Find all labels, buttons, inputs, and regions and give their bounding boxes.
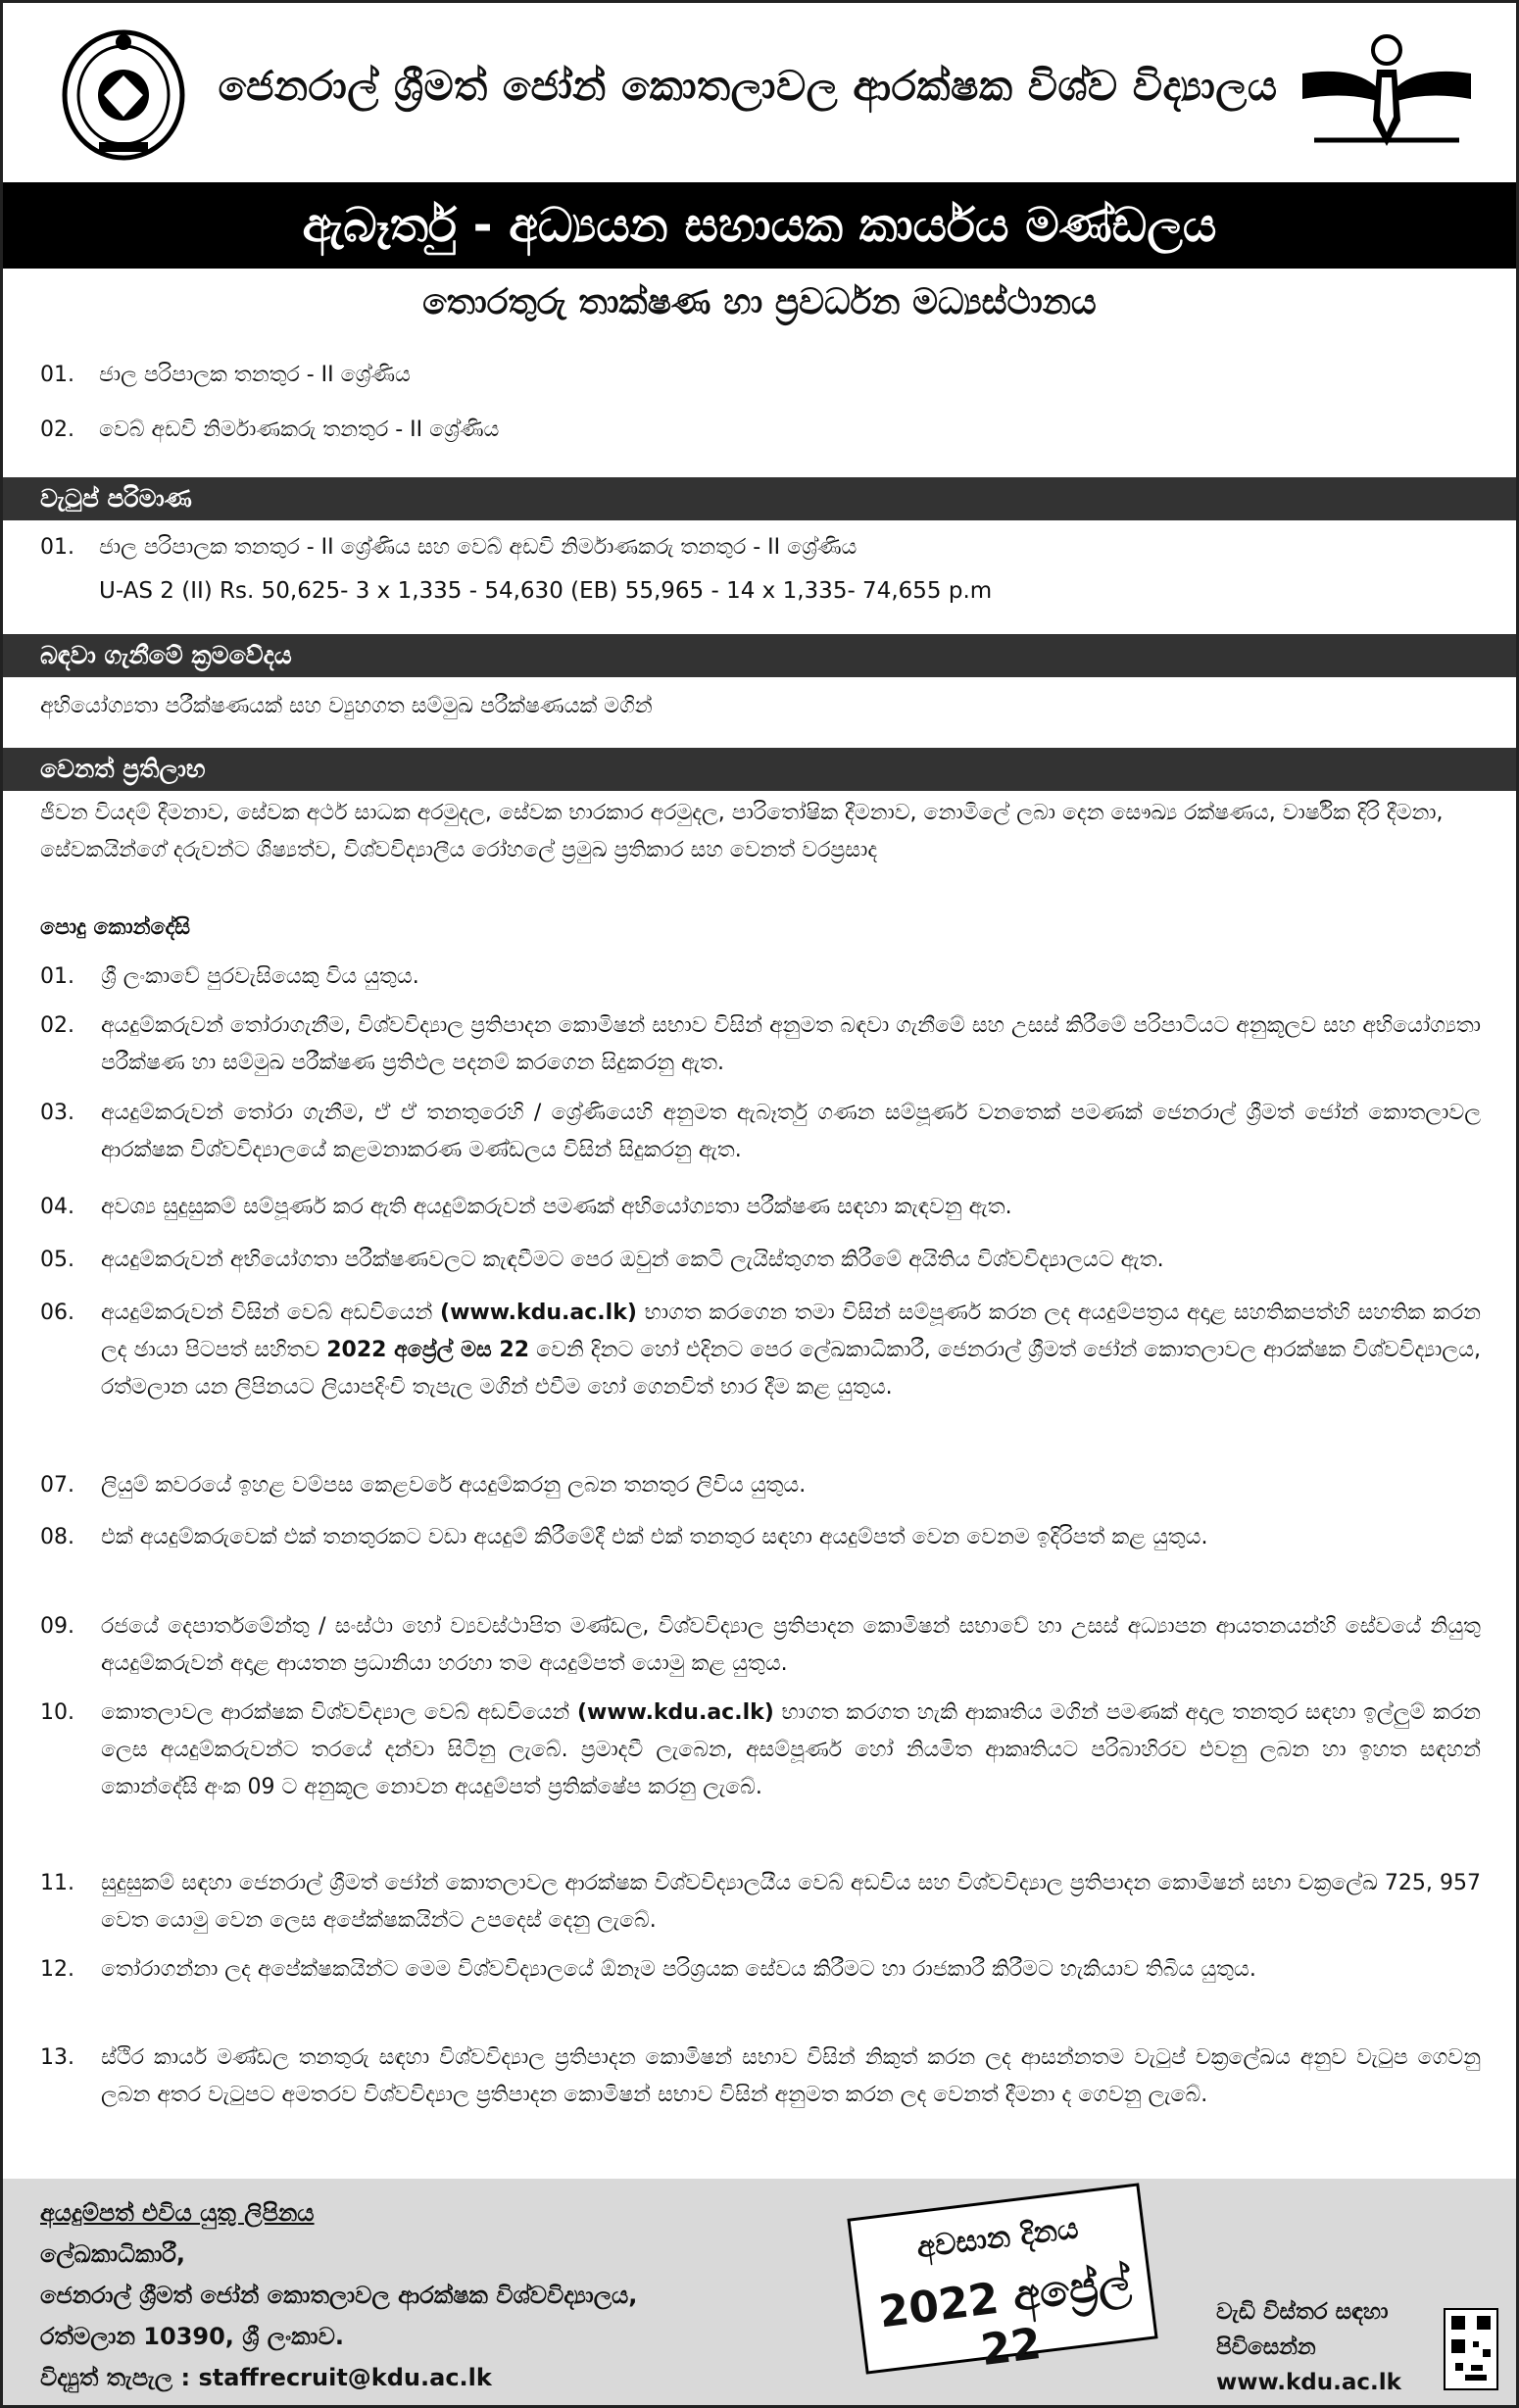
condition-item [40,1695,1481,1806]
condition-item [40,1951,1481,1989]
website-link[interactable]: (www.kdu.ac.lk) [440,1301,637,1325]
condition-text: අවශ්‍ය සුදුසුකම් සම්පූර්ණ කර ඇති අයදුම්කරුවන් පමණක් අභියෝග්‍යතා පරීක්ෂණ සඳහා කැඳවනු ඇත. [101,1195,1012,1219]
condition-number: 09. [40,1614,74,1639]
position-text: ජාල පරිපාලක තනතුර - II ශ්‍රේණිය [99,363,411,387]
condition-item [40,1095,1481,1169]
address-line: ජෙනරාල් ශ්‍රීමත් ජෝන් කොතලාවල ආරක්ෂක විශ්වවිද්‍යාලය, [40,2282,638,2309]
deadline-label: අවසාන දිනය [914,2211,1081,2266]
condition-number: 13. [40,2045,74,2070]
application-address [40,2192,824,2398]
address-line: රත්මලාන 10390, ශ්‍රී ලංකාව. [40,2323,344,2350]
condition-text-part: කොතලාවල ආරක්ෂක විශ්වවිද්‍යාල වෙබ් අඩවියෙන් [101,1700,577,1725]
position-item [40,360,411,391]
condition-text: ශ්‍රී ලංකාවේ පුරවැසියෙකු විය යුතුය. [101,964,419,989]
condition-item [40,1007,1481,1082]
website-link[interactable]: (www.kdu.ac.lk) [576,1700,774,1725]
condition-number: 12. [40,1957,74,1982]
condition-text: එක් අයදුම්කරුවෙක් එක් තනතුරකට වඩා අයදුම් කිරීමේදී එක් එක් තනතුර සඳහා අයදුම්පත් වෙන වෙනම ඉදිරිපත් කළ යුතුය. [101,1525,1208,1549]
more-info-line: වැඩි විස්තර සඳහා [1216,2299,1389,2325]
deadline-box [847,2183,1157,2377]
deadline-date-inline: 2022 අප්‍රේල් මස 22 [326,1338,530,1362]
email-line [40,2357,824,2398]
condition-item [40,1519,1481,1556]
address-heading: අයදුම්පත් එවිය යුතු ලිපිනය [40,2199,315,2227]
condition-number: 10. [40,1700,74,1725]
recruitment-method: අභියෝග්‍යතා පරීක්ෂණයක් සහ ව්‍යුහගත සම්මුඛ පරීක්ෂණයක් මගින් [40,694,653,718]
condition-item [40,1242,1481,1279]
qr-code-icon [1444,2308,1498,2390]
more-info-line: පිවිසෙන්න [1216,2334,1316,2360]
condition-text-part: වෙනි දිනට හෝ එදිනට පෙර ලේඛකාධිකාරී, ජෙනරාල් ශ්‍රීමත් ජෝන් කොතලාවල ආරක්ෂක විශ්වවිද්‍යාලය, රත්මලාන යන ලිපිනයට ලියාපදිංචි තැපැල මගින් එවීම හෝ ගෙනවිත් භාර දීම කළ යුතුය. [101,1338,1481,1400]
condition-number: 04. [40,1195,74,1219]
condition-number: 05. [40,1248,74,1272]
condition-text: ස්ථිර කාර්ය මණ්ඩල තනතුරු සඳහා විශ්වවිද්‍යාල ප්‍රතිපාදන කොමිෂන් සභාව විසින් නිකුත් කරන ලද ආසන්නතම වැටුප් චක්‍රලේඛය අනුව වැටුප ගෙවනු ලබන අතර වැටුපට අමතරව විශ්වවිද්‍යාල ප්‍රතිපාදන කොමිෂන් සභාව විසින් අනුමත කරන ලද වෙනත් දීමනා ද ගෙවනු ලැබේ. [101,2045,1481,2107]
page-footer [3,2179,1516,2405]
salary-heading: වැටුප් පරිමාණ [3,477,1516,520]
condition-number: 07. [40,1473,74,1498]
condition-item [40,2039,1481,2114]
condition-item [40,1467,1481,1504]
position-number: 02. [40,418,74,442]
condition-text-part: අයදුම්කරුවන් විසින් වෙබ් අඩවියෙන් [101,1301,441,1325]
salary-number: 01. [40,535,74,560]
condition-item [40,958,1481,996]
condition-item [40,1189,1481,1226]
benefits-text: ජීවන වියදම් දීමනාව, සේවක අර්ථ සාධක අරමුදල, සේවක භාරකාර අරමුදල, පාරිතෝෂික දීමනාව, නොමිලේ ලබා දෙන සෞඛ්‍ය රක්ෂණය, වාර්ෂික දිරි දීමනා, සේවකයින්ගේ දරුවන්ට ශිෂ්‍යත්ව, විශ්වවිද්‍යාලීය රෝහලේ ප්‍රමුඛ ප්‍රතිකාර සහ වෙනත් වරප්‍රසාද [40,801,1444,862]
condition-text: තෝරාගන්නා ලද අපේක්ෂකයින්ට මෙම විශ්වවිද්‍යාලයේ ඕනෑම පරිශ්‍රයක සේවය කිරීමට හා රාජකාරී කිරීමට හැකියාව තිබිය යුතුය. [101,1957,1256,1982]
condition-text: සුදුසුකම් සඳහා ජෙනරාල් ශ්‍රීමත් ජෝන් කොතලාවල ආරක්ෂක විශ්වවිද්‍යාලයීය වෙබ් අඩවිය සහ විශ්වවිද්‍යාල ප්‍රතිපාදන කොමිෂන් සභා චක්‍රලේඛ 725, 957 වෙත යොමු වෙන ලෙස අපේක්ෂකයින්ට උපදෙස් දෙනු ලැබේ. [101,1871,1481,1933]
condition-number: 11. [40,1871,74,1895]
recruitment-heading: බඳවා ගැනීමේ ක්‍රමවේදය [3,634,1516,677]
condition-number: 02. [40,1013,74,1038]
email-link[interactable]: staffrecruit@kdu.ac.lk [198,2364,492,2391]
deadline-date: 2022 අප්‍රේල් 22 [876,2257,1134,2377]
benefits-heading: වෙනත් ප්‍රතිලාභ [3,748,1516,791]
condition-text: ලියුම් කවරයේ ඉහළ වම්පස කෙළවරේ අයදුම්කරනු ලබන තනතුර ලිවිය යුතුය. [101,1473,807,1498]
condition-text-part: භාගත කරගත හැකි ආකෘතිය මගින් පමණක් අදාල තනතුර සඳහා ඉල්ලුම් කරන ලෙස අයදුම්කරුවන්ට තරයේ දන්වා සිටිනු ලැබේ. ප්‍රමාදවී ලැබෙන, අසම්පූර්ණ හෝ නියමිත ආකෘතියට පරිබාහිරව එවනු ලබන හා ඉහත සඳහන් කොන්දේසි අංක 09 ට අනුකූල නොවන අයදුම්පත් ප්‍රතික්ෂේප කරනු ලැබේ. [101,1700,1482,1799]
condition-text [101,1295,1481,1406]
condition-text: අයදුම්කරුවන් අභියෝගතා පරීක්ෂණවලට කැඳවීමට පෙර ඔවුන් කෙටි ලැයිස්තුගත කිරීමේ අයිතිය විශ්වවිද්‍යාලයට ඇත. [101,1248,1164,1272]
centre-subtitle: තොරතුරු තාක්ෂණ හා ප්‍රවර්ධන මධ්‍යස්ථානය [422,282,1097,322]
condition-number: 01. [40,964,74,989]
condition-text: අයදුම්කරුවන් තෝරා ගැනීම, ඒ ඒ තනතුරෙහි / ශ්‍රේණියෙහි අනුමත ඇබෑර්තු ගණන සම්පූර්ණ වනතෙක් පමණක් ජෙනරාල් ශ්‍රීමත් ජෝන් කොතලාවල ආරක්ෂක විශ්වවිද්‍යාලයේ කළමනාකරණ මණ්ඩලය විසින් සිදුකරනු ඇත. [101,1101,1481,1162]
position-number: 01. [40,363,74,387]
salary-item [40,532,857,564]
sri-lanka-emblem-icon [60,26,187,162]
condition-text: රජයේ දෙපාර්තමේන්තු / සංස්ථා හෝ ව්‍යවස්ථාපිත මණ්ඩල, විශ්වවිද්‍යාල ප්‍රතිපාදන කොමිෂන් සභාවේ හා උසස් අධ්‍යාපන ආයතනයන්හි සේවයේ නියුතු අයදුම්කරුවන් අදාළ ආයතන ප්‍රධානියා හරහා තම අයදුම්පත් යොමු කළ යුතුය. [101,1614,1481,1676]
email-label: විද්‍යුත් තැපැල : [40,2364,191,2391]
condition-number: 03. [40,1101,74,1125]
kdu-crest-icon [1295,30,1479,158]
address-line: ලේඛකාධිකාරී, [40,2240,185,2268]
more-info [1216,2294,1422,2400]
salary-scale: U-AS 2 (II) Rs. 50,625- 3 x 1,335 - 54,630 (EB) 55,965 - 14 x 1,335- 74,655 p.m [99,578,993,604]
university-name: ජෙනරාල් ශ්‍රීමත් ජෝන් කොතලාවල ආරක්ෂක විශ්ව විද්‍යාලය [218,62,1278,110]
salary-positions: ජාල පරිපාලක තනතුර - II ශ්‍රේණිය සහ වෙබ් අඩවි නිර්මාණකරු තනතුර - II ශ්‍රේණිය [99,535,858,560]
condition-item [40,1295,1481,1406]
condition-text: අයදුම්කරුවන් තෝරාගැනීම, විශ්වවිද්‍යාල ප්‍රතිපාදන කොමිෂන් සභාව විසින් අනුමත බඳවා ගැනීමේ සහ උසස් කිරීමේ පරිපාටියට අනුකූලව සහ අභියෝග්‍යතා පරීක්ෂණ හා සම්මුඛ පරීක්ෂණ ප්‍රතිඵල පදනම් කරගෙන සිදුකරනු ඇත. [101,1013,1481,1075]
condition-item [40,1865,1481,1940]
condition-text [101,1695,1481,1806]
condition-text-part: භාගත කරගෙන තමා විසින් සම්පූර්ණ කරන ලද අයදුම්පත්‍රය අදාළ සහතිකපත්‍හි සහතික කරන ලද ඡායා පිටපත් සහිතව [101,1301,1482,1362]
website-link[interactable]: www.kdu.ac.lk [1216,2370,1401,2395]
conditions-heading: පොදු කොන්දේසි [40,915,191,940]
condition-number: 08. [40,1525,74,1549]
condition-number: 06. [40,1301,74,1325]
position-item [40,415,499,446]
position-text: වෙබ් අඩවි නිර්මාණකරු තනතුර - II ශ්‍රේණිය [99,418,500,442]
page-header [3,3,1516,179]
condition-item [40,1608,1481,1683]
title-banner: ඇබෑර්තු - අධ්‍යයන සහායක කාර්යය මණ්ඩලය [3,182,1516,269]
